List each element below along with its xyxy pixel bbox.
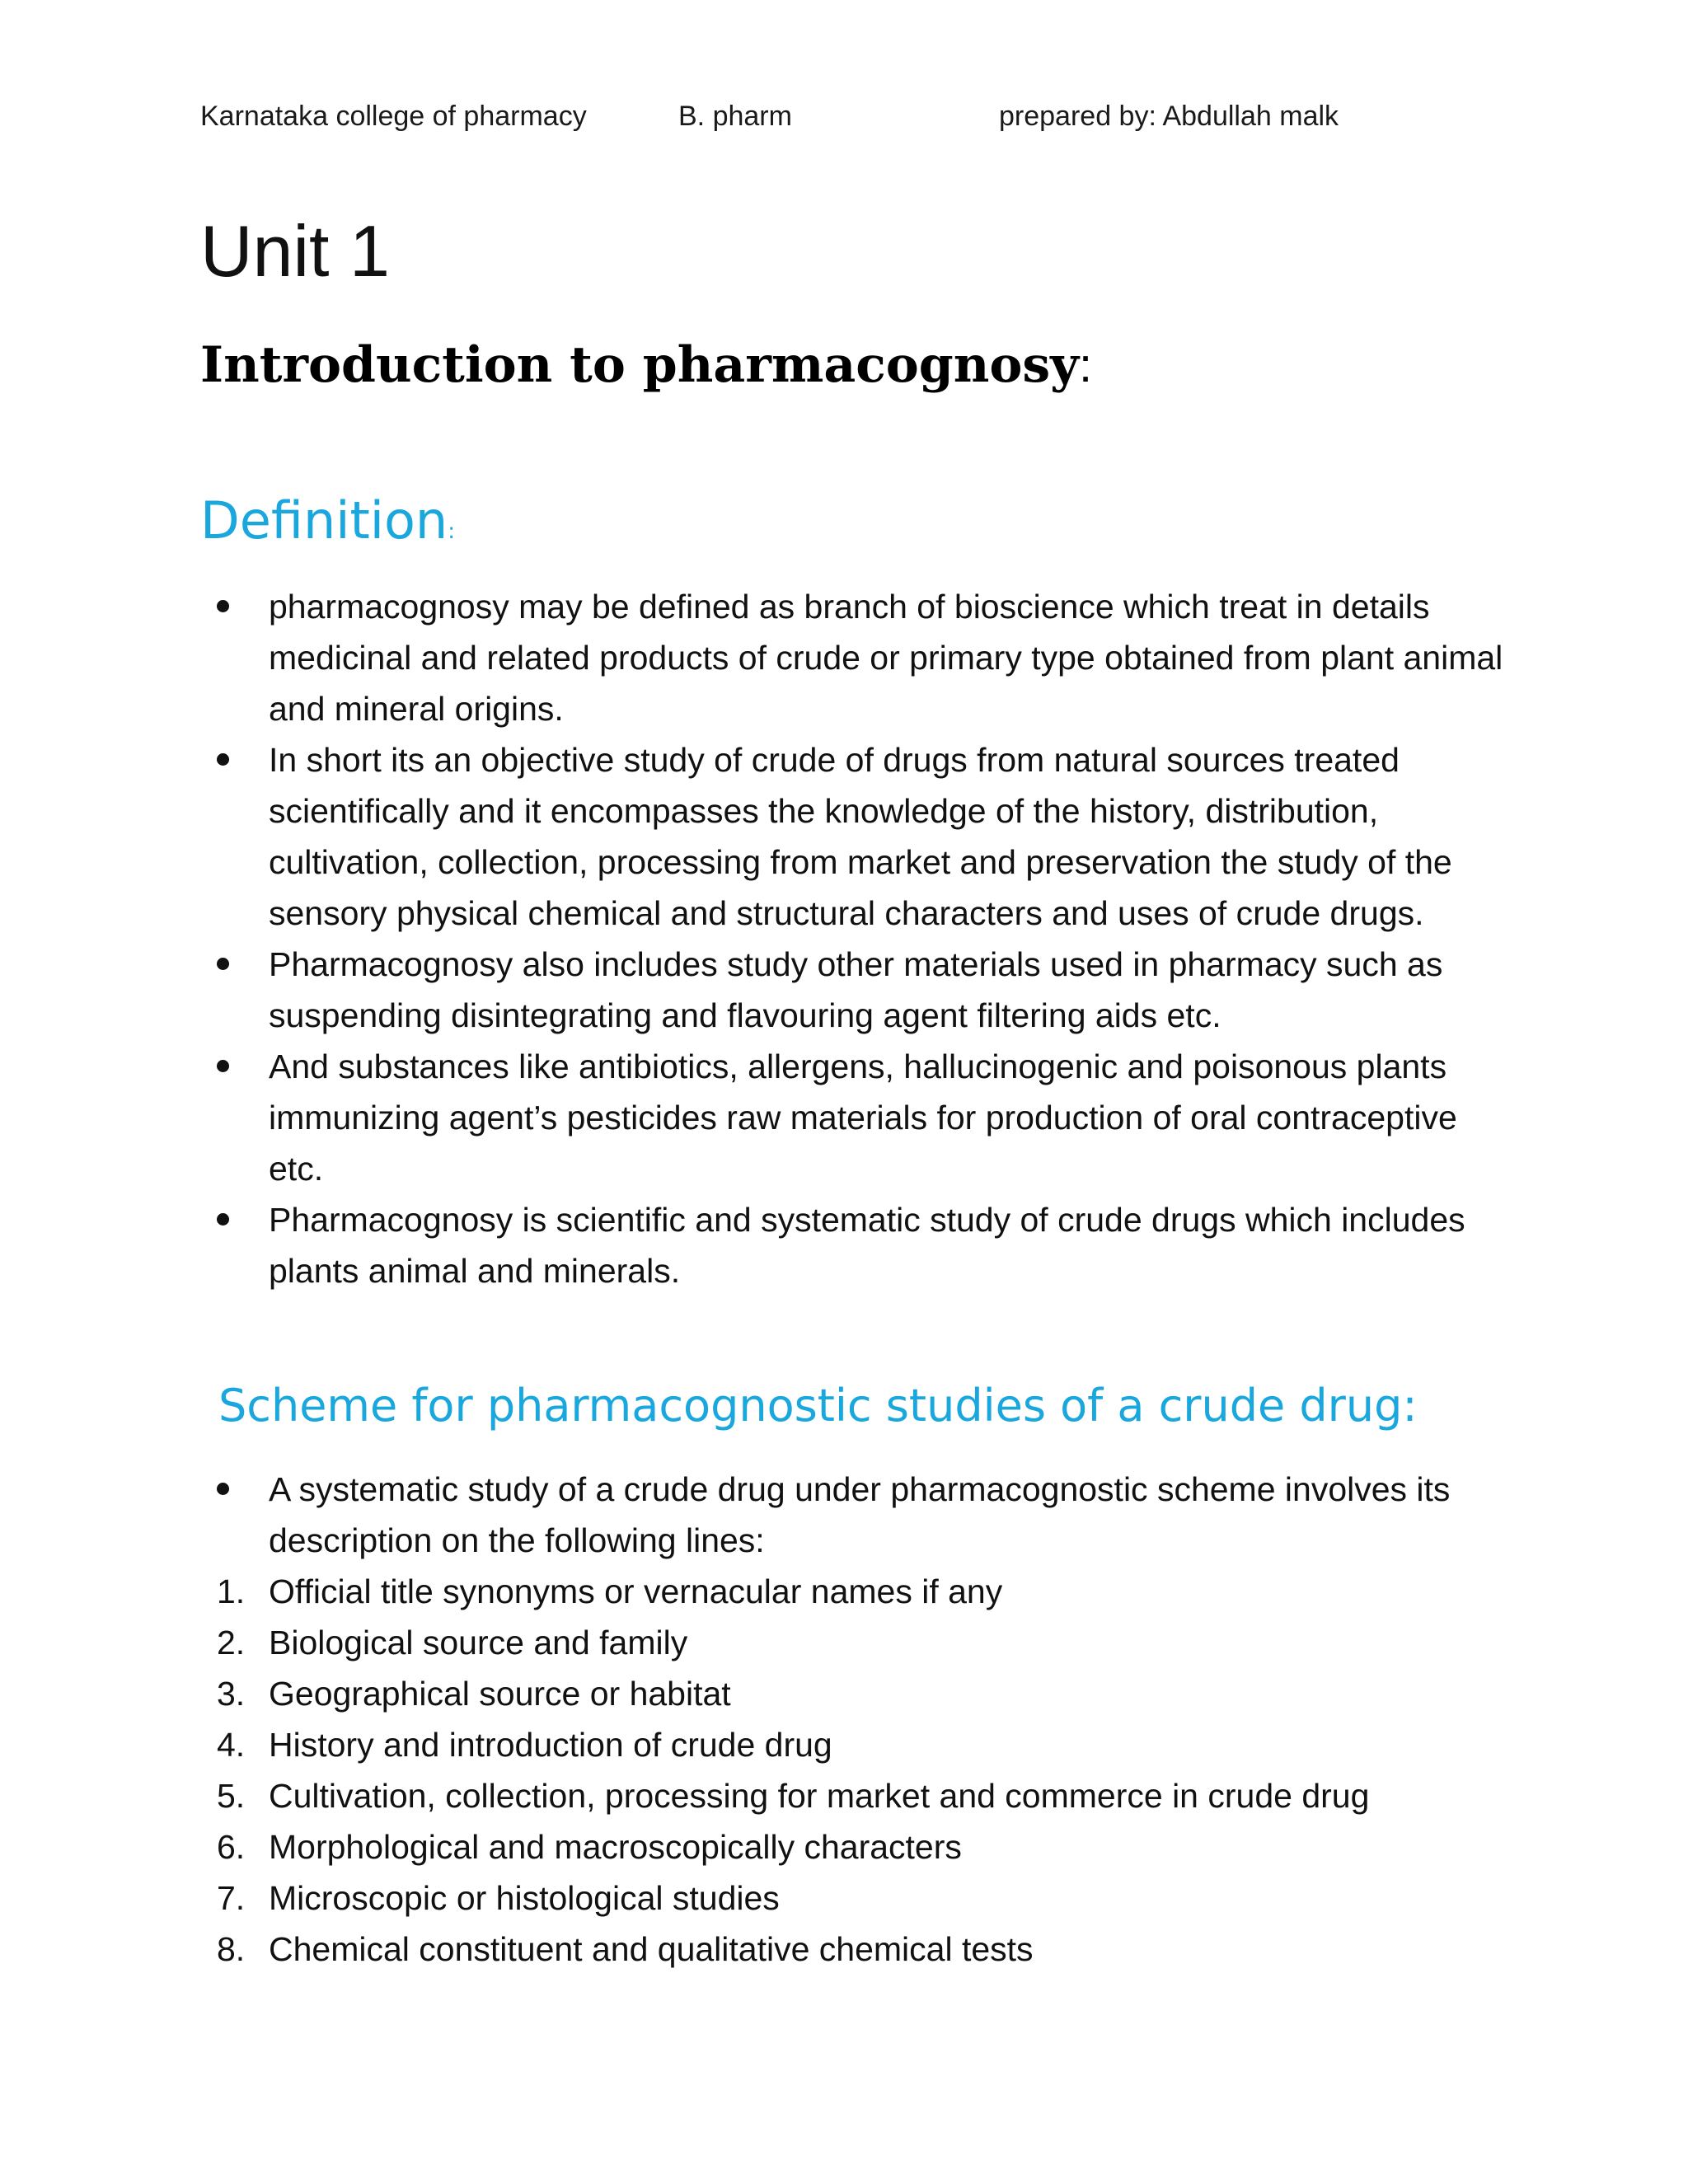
item-number: 7. <box>217 1879 246 1917</box>
item-number: 6. <box>217 1828 246 1866</box>
numbered-item <box>200 1566 1519 1617</box>
intro-title <box>200 332 1092 399</box>
item-text: Biological source and family <box>269 1624 688 1661</box>
list-item <box>200 939 1519 1041</box>
list-item-text: Pharmacognosy also includes study other materials used in pharmacy such as suspending disintegrating and flavouring agent filtering aids etc. <box>269 945 1443 1034</box>
bullet-icon <box>217 600 229 612</box>
item-number: 2. <box>217 1624 246 1661</box>
item-text: Official title synonyms or vernacular names if any <box>269 1572 1003 1610</box>
list-item-text: A systematic study of a crude drug under pharmacognostic scheme involves its description on the following lines: <box>269 1470 1451 1559</box>
bullet-icon <box>217 958 229 970</box>
definition-heading-text: Definition <box>200 490 448 551</box>
intro-title-colon: : <box>1079 339 1093 392</box>
item-number: 1. <box>217 1572 246 1610</box>
list-item <box>200 734 1519 939</box>
list-item <box>200 1194 1519 1296</box>
unit-title: Unit 1 <box>200 210 390 292</box>
item-text: History and introduction of crude drug <box>269 1726 832 1764</box>
definition-list <box>200 581 1519 1296</box>
item-text: Microscopic or histological studies <box>269 1879 780 1917</box>
list-item <box>200 1464 1519 1566</box>
header-college: Karnataka college of pharmacy <box>200 101 587 132</box>
scheme-heading: Scheme for pharmacognostic studies of a crude drug: <box>218 1380 1418 1432</box>
item-text: Cultivation, collection, processing for market and commerce in crude drug <box>269 1777 1370 1815</box>
list-item-text: pharmacognosy may be defined as branch of bioscience which treat in details medicinal and related products of crude or primary type obtained from plant animal and mineral origins. <box>269 588 1503 728</box>
list-item <box>200 1041 1519 1194</box>
scheme-list <box>200 1464 1519 1975</box>
item-number: 4. <box>217 1726 246 1764</box>
intro-title-text: Introduction to pharmacognosy <box>200 336 1080 394</box>
list-item-text: In short its an objective study of crude of drugs from natural sources treated scientifically and it encompasses the knowledge of the history, distribution, cultivation, collection, processing from market and preservation the study of the sensory physical chemical and structural characters and uses of crude drugs. <box>269 741 1452 932</box>
definition-heading <box>200 488 455 565</box>
header-course: B. pharm <box>678 101 792 132</box>
item-text: Chemical constituent and qualitative chemical tests <box>269 1930 1034 1968</box>
numbered-item <box>200 1821 1519 1872</box>
list-item <box>200 581 1519 734</box>
bullet-icon <box>217 1213 229 1226</box>
item-number: 5. <box>217 1777 246 1815</box>
list-item-text: And substances like antibiotics, allergens, hallucinogenic and poisonous plants immunizing agent’s pesticides raw materials for production of oral contraceptive etc. <box>269 1047 1457 1188</box>
header-author: prepared by: Abdullah malk <box>999 101 1339 132</box>
bullet-icon <box>217 1483 229 1495</box>
page-header <box>0 101 1688 137</box>
item-text: Morphological and macroscopically characters <box>269 1828 962 1866</box>
numbered-item <box>200 1668 1519 1719</box>
item-text: Geographical source or habitat <box>269 1675 731 1713</box>
numbered-item <box>200 1617 1519 1668</box>
numbered-item <box>200 1719 1519 1770</box>
bullet-icon <box>217 1060 229 1072</box>
bullet-icon <box>217 753 229 766</box>
numbered-item <box>200 1770 1519 1821</box>
definition-heading-colon: : <box>448 519 455 544</box>
list-item-text: Pharmacognosy is scientific and systematic study of crude drugs which includes plants animal and minerals. <box>269 1201 1465 1290</box>
item-number: 3. <box>217 1675 246 1713</box>
numbered-item <box>200 1924 1519 1975</box>
numbered-item <box>200 1872 1519 1924</box>
item-number: 8. <box>217 1930 246 1968</box>
